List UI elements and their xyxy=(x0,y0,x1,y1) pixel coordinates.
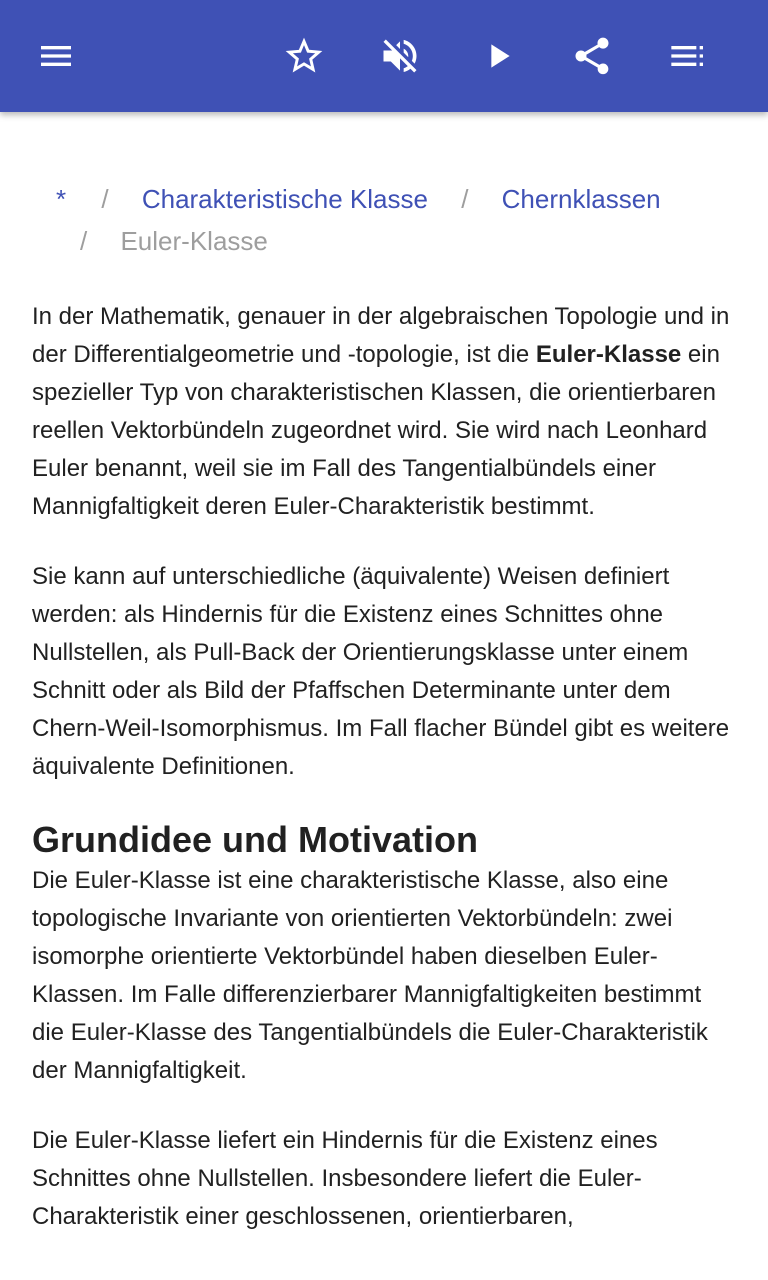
breadcrumb-separator: / xyxy=(461,184,469,214)
section-paragraph-1: Die Euler-Klasse ist eine charakteristische Klasse, also eine topologische Invariante von orientierten Vektorbündeln: zwei isomorphe orientierte Vektorbündel haben dieselben Euler-Klassen. Im Falle differenzierbarer Mannigfaltigkeiten bestimmt die Euler-Klasse des Tangentialbündels die Euler-Charakteristik der Mannigfaltigkeit. xyxy=(32,867,708,1084)
playlist-icon xyxy=(668,36,708,76)
intro-text-end: ein spezieller Typ von charakteristischen Klassen, die orientierbaren reellen Vektorbündeln zugeordnet wird. Sie wird nach Leonhard Euler benannt, weil sie im Fall des Tangentialbündels einer Mannigfaltigkeit deren Euler-Charakteristik bestimmt. xyxy=(32,341,720,520)
breadcrumb-link-charakteristische-klasse[interactable]: Charakteristische Klasse xyxy=(141,184,428,214)
contents-button[interactable] xyxy=(660,28,716,84)
intro-paragraph xyxy=(32,298,736,526)
article-body xyxy=(32,298,736,1268)
share-icon xyxy=(570,34,614,78)
share-button[interactable] xyxy=(564,28,620,84)
intro-text-start: In der Mathematik, genauer in der algebraischen Topologie und in der Differentialgeometrie und -topologie, ist die xyxy=(32,303,730,368)
definitions-paragraph: Sie kann auf unterschiedliche (äquivalente) Weisen definiert werden: als Hindernis für die Existenz eines Schnittes ohne Nullstellen, als Pull-Back der Orientierungsklasse unter einem Schnitt oder als Bild der Pfaffschen Determinante unter dem Chern-Weil-Isomorphismus. Im Fall flacher Bündel gibt es weitere äquivalente Definitionen. xyxy=(32,563,730,780)
menu-button[interactable] xyxy=(28,28,84,84)
volume-off-icon xyxy=(378,34,422,78)
play-button[interactable] xyxy=(470,28,526,84)
breadcrumb-root-link[interactable]: * xyxy=(56,184,67,214)
bookmark-button[interactable] xyxy=(276,28,332,84)
breadcrumb-link-chernklassen[interactable]: Chernklassen xyxy=(501,184,661,214)
section-heading: Grundidee und Motivation xyxy=(32,819,478,860)
breadcrumb-separator: / xyxy=(80,226,88,256)
app-toolbar xyxy=(0,0,768,112)
breadcrumb-separator: / xyxy=(101,184,109,214)
mute-button[interactable] xyxy=(372,28,428,84)
breadcrumb-current: Euler-Klasse xyxy=(120,226,268,256)
star-outline-icon xyxy=(282,34,326,78)
play-icon xyxy=(478,36,518,76)
section-paragraph-2: Die Euler-Klasse liefert ein Hindernis für die Existenz eines Schnittes ohne Nullstellen. Insbesondere liefert die Euler-Charakteristik einer geschlossenen, orientierbaren, xyxy=(32,1127,658,1230)
breadcrumb-line-2 xyxy=(80,220,268,262)
hamburger-menu-icon xyxy=(36,36,76,76)
term-euler-klasse: Euler-Klasse xyxy=(535,341,682,368)
breadcrumb-line-1 xyxy=(56,178,661,220)
article-content xyxy=(0,112,768,1280)
